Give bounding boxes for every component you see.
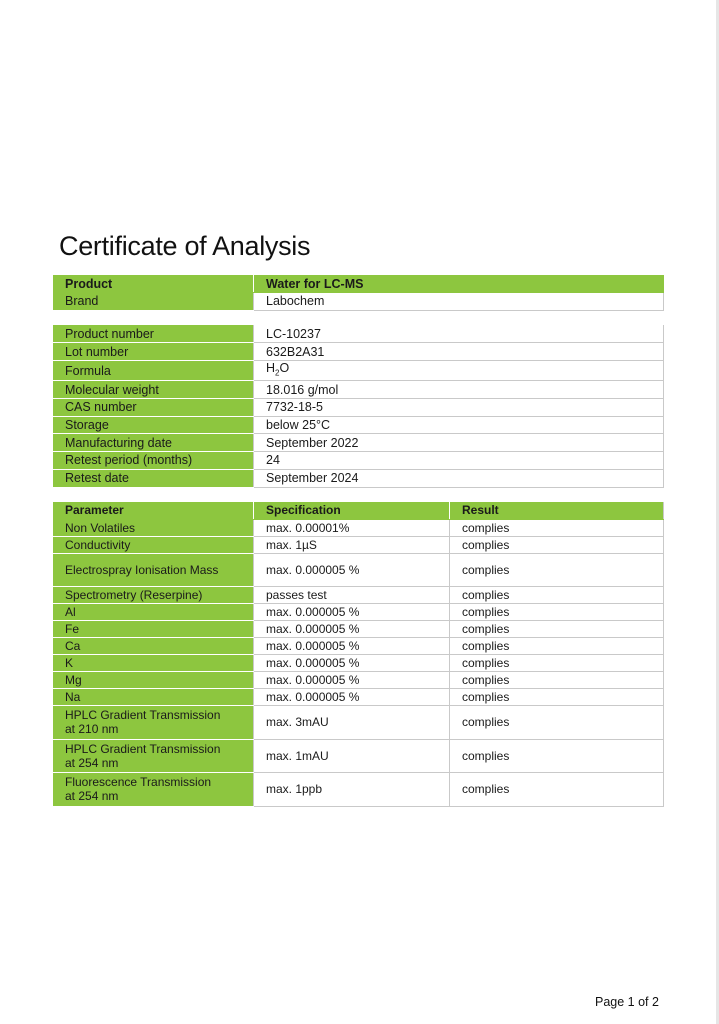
table-row: [53, 621, 664, 638]
page-number: Page 1 of 2: [595, 995, 659, 1009]
result-cell: complies: [450, 638, 664, 655]
product-label: Product: [53, 275, 254, 293]
parameter-cell: [53, 773, 254, 807]
parameter-line-1: Fluorescence Transmission: [65, 775, 212, 790]
retest-date-value: September 2024: [254, 469, 664, 487]
table-row: [53, 604, 664, 621]
parameter-cell: [53, 739, 254, 773]
specifications-table: [53, 502, 664, 807]
specification-cell: max. 0.000005 %: [254, 604, 450, 621]
molecular-weight-value: 18.016 g/mol: [254, 381, 664, 399]
product-table: [53, 275, 664, 311]
table-row: [53, 655, 664, 672]
details-table: [53, 325, 664, 488]
formula-base: H: [266, 360, 276, 375]
formula-label: Formula: [53, 360, 254, 381]
specification-cell: max. 1µS: [254, 536, 450, 553]
formula-value: [254, 360, 664, 381]
result-cell: complies: [450, 672, 664, 689]
retest-date-label: Retest date: [53, 469, 254, 487]
product-value: Water for LC-MS: [254, 275, 664, 293]
parameter-cell: Al: [53, 604, 254, 621]
table-row: [53, 587, 664, 604]
specification-cell: max. 0.000005 %: [254, 638, 450, 655]
table-row: [53, 536, 664, 553]
parameter-cell: Na: [53, 689, 254, 706]
table-row: [53, 739, 664, 773]
table-row: [53, 325, 664, 343]
table-row: [53, 416, 664, 434]
product-number-value: LC-10237: [254, 325, 664, 343]
parameter-line-2: at 254 nm: [65, 755, 119, 770]
parameter-cell: Fe: [53, 621, 254, 638]
cas-number-label: CAS number: [53, 399, 254, 417]
specification-cell: max. 1ppb: [254, 773, 450, 807]
retest-period-label: Retest period (months): [53, 452, 254, 470]
table-row: [53, 399, 664, 417]
lot-number-label: Lot number: [53, 343, 254, 361]
result-cell: complies: [450, 773, 664, 807]
parameter-line-1: HPLC Gradient Transmission: [65, 708, 221, 723]
specification-cell: max. 0.000005 %: [254, 672, 450, 689]
brand-label: Brand: [53, 293, 254, 311]
result-cell: complies: [450, 519, 664, 536]
product-number-label: Product number: [53, 325, 254, 343]
specification-cell: max. 0.00001%: [254, 519, 450, 536]
table-row: [53, 672, 664, 689]
storage-value: below 25°C: [254, 416, 664, 434]
formula-tail: O: [279, 360, 290, 375]
parameter-cell: Spectrometry (Reserpine): [53, 587, 254, 604]
parameter-cell: Ca: [53, 638, 254, 655]
parameter-line-2: at 254 nm: [65, 789, 119, 804]
lot-number-value: 632B2A31: [254, 343, 664, 361]
manufacturing-date-label: Manufacturing date: [53, 434, 254, 452]
specification-cell: max. 3mAU: [254, 706, 450, 740]
result-cell: complies: [450, 739, 664, 773]
parameter-cell: Conductivity: [53, 536, 254, 553]
result-cell: complies: [450, 553, 664, 587]
result-cell: complies: [450, 655, 664, 672]
specification-cell: passes test: [254, 587, 450, 604]
specifications-header-row: [53, 502, 664, 519]
table-row: [53, 343, 664, 361]
table-row: [53, 434, 664, 452]
page-title: Certificate of Analysis: [59, 231, 311, 261]
result-cell: complies: [450, 689, 664, 706]
molecular-weight-label: Molecular weight: [53, 381, 254, 399]
parameter-cell: Non Volatiles: [53, 519, 254, 536]
result-cell: complies: [450, 604, 664, 621]
parameter-cell: [53, 706, 254, 740]
result-header: Result: [450, 502, 664, 519]
parameter-cell: Electrospray Ionisation Mass: [53, 553, 254, 587]
table-row: [53, 452, 664, 470]
brand-value: Labochem: [254, 293, 664, 311]
specification-cell: max. 0.000005 %: [254, 689, 450, 706]
table-row: [53, 469, 664, 487]
parameter-header: Parameter: [53, 502, 254, 519]
table-row: [53, 519, 664, 536]
retest-period-value: 24: [254, 452, 664, 470]
formula-subscript: 2: [275, 368, 280, 378]
result-cell: complies: [450, 706, 664, 740]
table-row: [53, 360, 664, 381]
result-cell: complies: [450, 621, 664, 638]
specification-cell: max. 1mAU: [254, 739, 450, 773]
table-row: [53, 638, 664, 655]
table-row: [53, 773, 664, 807]
specification-cell: max. 0.000005 %: [254, 621, 450, 638]
result-cell: complies: [450, 587, 664, 604]
table-row: [53, 706, 664, 740]
storage-label: Storage: [53, 416, 254, 434]
manufacturing-date-value: September 2022: [254, 434, 664, 452]
table-row: [53, 689, 664, 706]
parameter-cell: K: [53, 655, 254, 672]
parameter-line-2: at 210 nm: [65, 722, 119, 737]
parameter-line-1: HPLC Gradient Transmission: [65, 741, 221, 756]
cas-number-value: 7732-18-5: [254, 399, 664, 417]
specification-cell: max. 0.000005 %: [254, 655, 450, 672]
product-header-row: [53, 275, 664, 293]
table-row: [53, 553, 664, 587]
result-cell: complies: [450, 536, 664, 553]
table-row: [53, 381, 664, 399]
parameter-cell: Mg: [53, 672, 254, 689]
specification-header: Specification: [254, 502, 450, 519]
specification-cell: max. 0.000005 %: [254, 553, 450, 587]
table-row: [53, 293, 664, 311]
